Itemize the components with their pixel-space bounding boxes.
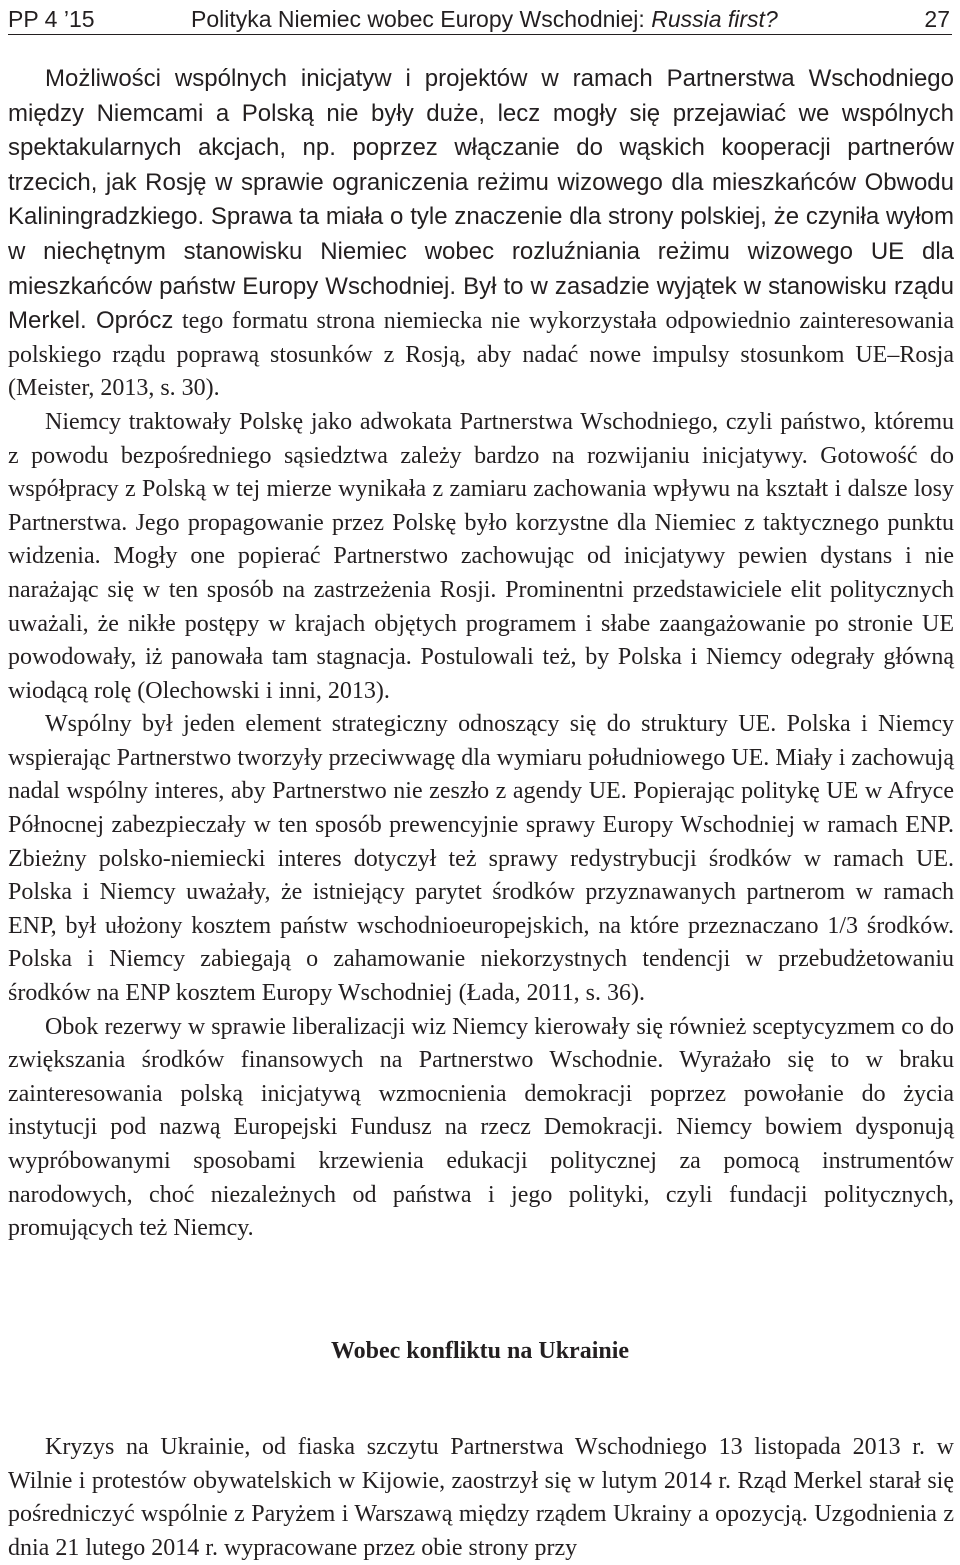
- running-title-italic: Russia first?: [651, 6, 778, 32]
- paragraph-1: [8, 62, 954, 406]
- paragraph-4: Obok rezerwy w sprawie liberalizacji wiz Niemcy kierowały się również sceptycyzmem co do zwiększania środków finansowych na Partnerstwo Wschodnie. Wyrażało się to w braku zainteresowania polską inicjatywą wzmocnienia demokracji poprzez powołanie do życia instytucji pod nazwą Europejski Fundusz na rzecz Demokracji. Niemcy bowiem dysponują wypróbowanymi sposobami krzewienia edukacji politycznej za pomocą instrumentów narodowych, choć niezależnych od państwa i jego polityki, czyli fundacji politycznych, promujących też Niemcy.: [8, 1013, 954, 1242]
- running-title: [191, 4, 778, 34]
- section-heading: Wobec konfliktu na Ukrainie: [330, 1338, 630, 1364]
- running-title-plain: Polityka Niemiec wobec Europy Wschodniej:: [191, 6, 652, 32]
- page-number: 27: [924, 6, 950, 32]
- section-body: [8, 1431, 954, 1565]
- paragraph-1-serif-part: tego formatu strona niemiecka nie wykorzystała odpowiednio zainteresowania polskiego rządu poprawą stosunków z Rosją, aby nadać nowe impulsy stosunkom UE–Rosja (Meister, 2013, s. 30).: [8, 308, 954, 402]
- journal-issue: PP 4 ’15: [8, 6, 95, 32]
- paragraph-3: Wspólny był jeden element strategiczny odnoszący się do struktury UE. Polska i Niemcy wspierając Partnerstwo tworzyły przeciwwagę dla wymiaru południowego UE. Miały i zachowują nadal wspólny interes, aby Partnerstwo nie zeszło z agendy UE. Popierając politykę UE w Afryce Północnej zabezpieczały w ten sposób prewencyjnie sprawy Europy Wschodniej w ramach ENP. Zbieżny polsko-niemiecki interes dotyczył też sprawy redystrybucji środków w ramach UE. Polska i Niemcy uważały, że istniejący parytet środków przyznawanych partnerom w ramach ENP, był ułożony kosztem państw wschodnioeuropejskich, na które przeznaczano 1/3 środków. Polska i Niemcy zabiegają o zahamowanie niekorzystnych tendencji w przebudżetowaniu środków na ENP kosztem Europy Wschodniej (Łada, 2011, s. 36).: [8, 711, 954, 1007]
- paragraph-1-sans-part: Możliwości wspólnych inicjatyw i projektów w ramach Partnerstwa Wschodniego między Niemcami a Polską nie były duże, lecz mogły się przejawiać we wspólnych spektakularnych akcjach, np. poprzez włączanie do wąskich kooperacji partnerów trzecich, jak Rosję w sprawie ograniczenia reżimu wizowego dla mieszkańców Obwodu Kaliningradzkiego. Sprawa ta miała o tyle znaczenie dla strony polskiej, że czyniła wyłom w niechętnym stanowisku Niemiec wobec rozluźniania reżimu wizowego UE dla mieszkańców państw Europy Wschodniej. Był to w zasadzie wyjątek w stanowisku rządu Merkel. Oprócz: [8, 65, 954, 335]
- article-body: [8, 62, 954, 1246]
- section-paragraph-1: Kryzys na Ukrainie, od fiaska szczytu Partnerstwa Wschodniego 13 listopada 2013 r. w Wilnie i protestów obywatelskich w Kijowie, zaostrzył się w lutym 2014 r. Rząd Merkel starał się pośredniczyć wspólnie z Paryżem i Warszawą między rządem Ukrainy a opozycją. Uzgodnienia z dnia 21 lutego 2014 r. wypracowane przez obie strony przy: [8, 1434, 954, 1561]
- running-header: [8, 4, 952, 35]
- paragraph-2: Niemcy traktowały Polskę jako adwokata Partnerstwa Wschodniego, czyli państwo, któremu z powodu bezpośredniego sąsiedztwa zależy bardzo na rozwijaniu inicjatywy. Gotowość do współpracy z Polską w tej mierze wynikała z zamiaru zachowania wpływu na kształt i dalsze losy Partnerstwa. Jego propagowanie przez Polskę było korzystne dla Niemiec z taktycznego punktu widzenia. Mogły one popierać Partnerstwo zachowując od inicjatywy pewien dystans i nie narażając się w ten sposób na zastrzeżenia Rosji. Prominentni przedstawiciele elit politycznych uważali, że nikłe postępy w krajach objętych programem i słabe zaangażowanie po stronie UE powodowały, iż panowała tam stagnacja. Postulowali też, by Polska i Niemcy odegrały główną wiodącą rolę (Olechowski i inni, 2013).: [8, 408, 954, 704]
